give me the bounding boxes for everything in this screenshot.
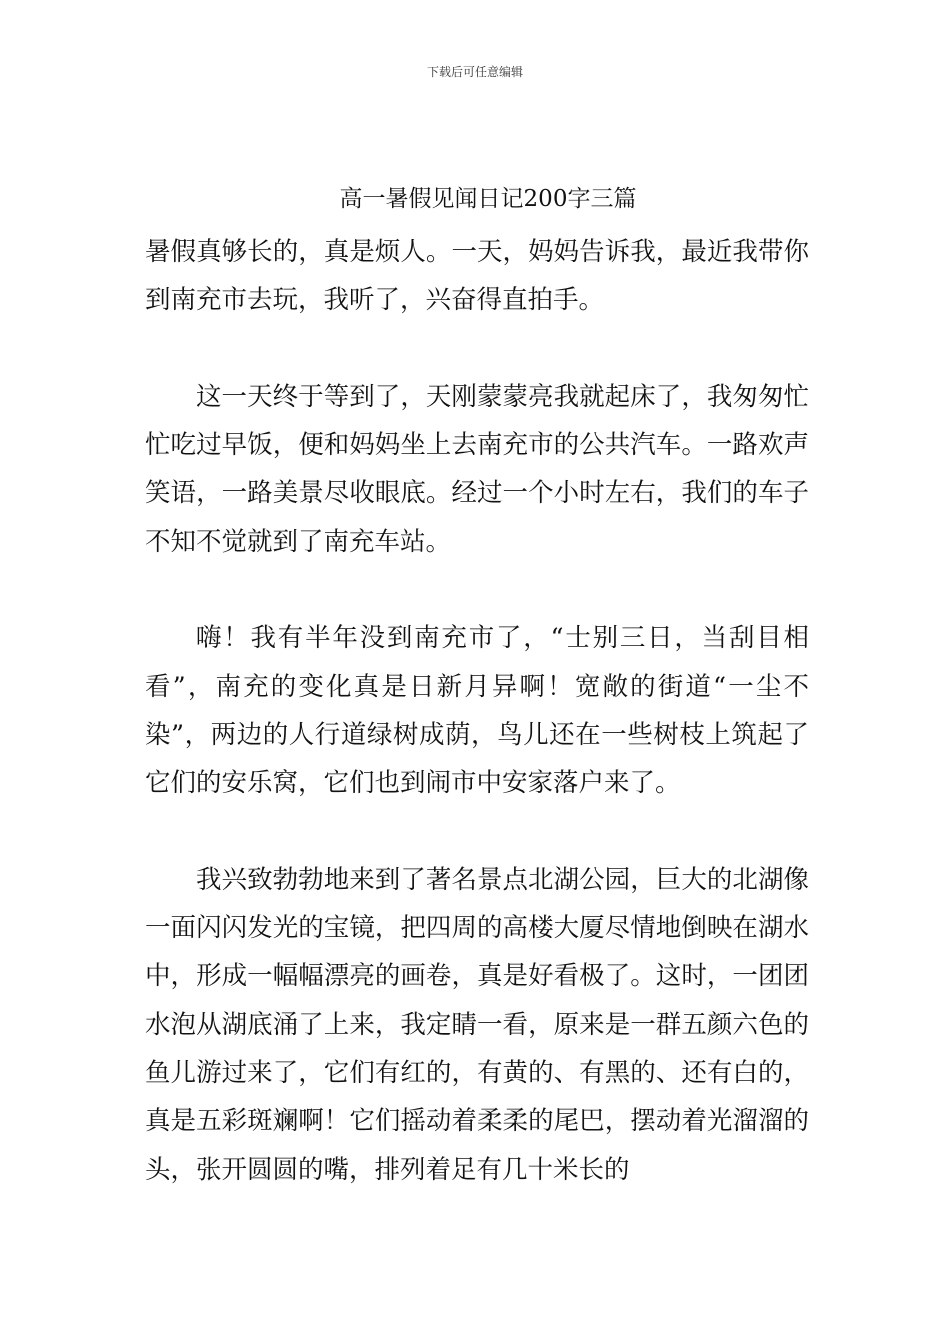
header-note: 下载后可任意编辑 [426,65,523,79]
paragraph-3: 嗨！我有半年没到南充市了，“士别三日，当刮目相看”，南充的变化真是日新月异啊！宽敞的街道“一尘不染”，两边的人行道绿树成荫，鸟儿还在一些树枝上筑起了它们的安乐窝，它们也到闹市中安家落户来了。 [145,623,809,799]
document-title: 高一暑假见闻日记200字三篇 [339,186,637,212]
document-body [145,228,809,1194]
paragraph-spacer [145,808,809,856]
paragraph-4: 我兴致勃勃地来到了著名景点北湖公园，巨大的北湖像一面闪闪发光的宝镜，把四周的高楼大厦尽情地倒映在湖水中，形成一幅幅漂亮的画卷，真是好看极了。这时，一团团水泡从湖底涌了上来，我定睛一看，原来是一群五颜六色的鱼儿游过来了，它们有红的，有黄的、有黑的、还有白的，真是五彩斑斓啊！它们摇动着柔柔的尾巴，摆动着光溜溜的头，张开圆圆的嘴，排列着足有几十米长的 [145,864,809,1185]
paragraph-2: 这一天终于等到了，天刚蒙蒙亮我就起床了，我匆匆忙忙吃过早饭，便和妈妈坐上去南充市的公共汽车。一路欢声笑语，一路美景尽收眼底。经过一个小时左右，我们的车子不知不觉就到了南充车站。 [145,381,809,557]
paragraph-spacer [145,566,809,614]
paragraph-1: 暑假真够长的，真是烦人。一天，妈妈告诉我，最近我带你到南充市去玩，我听了，兴奋得直拍手。 [145,237,809,316]
paragraph-spacer [145,325,809,373]
